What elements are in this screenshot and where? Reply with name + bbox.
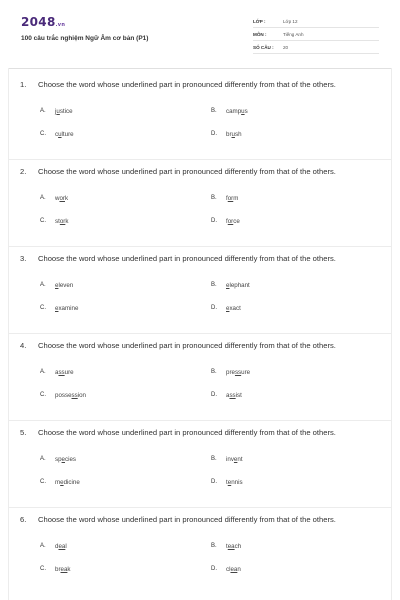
- answer-option-d[interactable]: [211, 131, 242, 138]
- word-part: nt: [237, 455, 243, 463]
- page-header: [0, 0, 400, 68]
- word-part: br: [55, 565, 61, 573]
- word-part: xamine: [58, 304, 79, 312]
- word-part: posse: [55, 391, 72, 399]
- word-part: dicine: [63, 478, 80, 486]
- word-part: stice: [59, 107, 73, 115]
- answer-option-a[interactable]: [40, 369, 74, 376]
- option-letter: C.: [40, 565, 46, 572]
- answer-option-b[interactable]: [211, 369, 250, 376]
- word-part: t: [226, 478, 228, 486]
- option-word: [226, 456, 243, 463]
- option-word: [55, 392, 86, 399]
- option-word: [226, 108, 248, 115]
- answer-option-a[interactable]: [40, 108, 73, 115]
- underlined-part: or: [59, 217, 66, 225]
- answer-option-c[interactable]: [40, 566, 71, 573]
- question-divider: [8, 420, 392, 421]
- question-number: 5.: [20, 428, 27, 437]
- option-letter: D.: [211, 565, 217, 572]
- answer-option-a[interactable]: [40, 282, 73, 289]
- answer-option-d[interactable]: [211, 305, 241, 312]
- word-part: ce: [233, 217, 240, 225]
- word-part: inv: [226, 455, 234, 463]
- option-word: [226, 543, 241, 550]
- option-word: [226, 479, 243, 486]
- answer-option-c[interactable]: [40, 218, 68, 225]
- word-part: l: [65, 542, 67, 550]
- option-word: [55, 305, 78, 312]
- option-word: [226, 305, 241, 312]
- option-letter: D.: [211, 478, 217, 485]
- option-letter: D.: [211, 304, 217, 311]
- answer-options: [20, 265, 380, 315]
- word-part: ist: [235, 391, 242, 399]
- option-letter: B.: [211, 194, 217, 201]
- word-part: a: [226, 391, 230, 399]
- question-prompt: Choose the word whose underlined part in pronounced differently from that of the others.: [38, 254, 336, 263]
- underlined-part: e: [60, 478, 64, 486]
- word-part: m: [55, 478, 61, 486]
- word-part: k: [65, 217, 69, 225]
- meta-row-class: [253, 15, 379, 28]
- word-part: d: [55, 542, 59, 550]
- option-word: [226, 566, 241, 573]
- option-letter: B.: [211, 368, 217, 375]
- word-part: m: [233, 194, 239, 202]
- option-letter: A.: [40, 542, 46, 549]
- word-part: ure: [241, 368, 251, 376]
- word-part: f: [226, 194, 228, 202]
- word-part: lephant: [229, 281, 250, 289]
- meta-row-subject: [253, 28, 379, 41]
- option-word: [55, 195, 68, 202]
- question-prompt: Choose the word whose underlined part in pronounced differently from that of the others.: [38, 515, 336, 524]
- word-part: c: [55, 130, 59, 138]
- question-number: 6.: [20, 515, 27, 524]
- answer-option-a[interactable]: [40, 456, 76, 463]
- question-text: [20, 166, 380, 178]
- word-part: nnis: [231, 478, 243, 486]
- option-word: [55, 456, 76, 463]
- answer-option-c[interactable]: [40, 479, 80, 486]
- word-part: s: [244, 107, 248, 115]
- underlined-part: e: [227, 478, 232, 486]
- answer-option-c[interactable]: [40, 392, 86, 399]
- word-part: st: [55, 217, 60, 225]
- option-word: [55, 108, 73, 115]
- question-text: [20, 79, 380, 91]
- question-divider: [8, 507, 392, 508]
- underlined-part: ss: [71, 391, 78, 399]
- word-part: cies: [65, 455, 77, 463]
- word-part: leven: [58, 281, 74, 289]
- underlined-part: e: [55, 304, 59, 312]
- meta-row-count: [253, 41, 379, 54]
- answer-option-a[interactable]: [40, 543, 67, 550]
- option-word: [55, 479, 80, 486]
- underlined-part: u: [56, 107, 60, 115]
- option-word: [55, 282, 73, 289]
- underlined-part: e: [233, 455, 238, 463]
- option-word: [226, 131, 242, 138]
- answer-option-c[interactable]: [40, 305, 78, 312]
- underlined-part: e: [55, 281, 59, 289]
- page-title: 100 câu trắc nghiệm Ngữ Âm cơ bản (P1): [21, 35, 149, 42]
- option-letter: A.: [40, 368, 46, 375]
- word-part: n: [237, 565, 241, 573]
- word-part: cl: [226, 565, 231, 573]
- question-number: 4.: [20, 341, 27, 350]
- word-part: k: [67, 565, 71, 573]
- question-text: [20, 514, 380, 526]
- option-letter: B.: [211, 542, 217, 549]
- word-part: sh: [234, 130, 242, 138]
- word-part: w: [55, 194, 60, 202]
- answer-option-b[interactable]: [211, 456, 243, 463]
- word-part: f: [226, 217, 228, 225]
- underlined-part: u: [241, 107, 245, 115]
- answer-option-b[interactable]: [211, 195, 238, 202]
- question-text: [20, 340, 380, 352]
- option-letter: A.: [40, 455, 46, 462]
- option-letter: D.: [211, 217, 217, 224]
- word-part: camp: [226, 107, 242, 115]
- question-number: 1.: [20, 80, 27, 89]
- answer-option-d[interactable]: [211, 479, 243, 486]
- answer-options: [20, 439, 380, 489]
- option-word: [226, 218, 240, 225]
- answer-option-b[interactable]: [211, 543, 241, 550]
- underlined-part: ss: [234, 368, 242, 376]
- option-word: [55, 218, 68, 225]
- page-border-left: [8, 68, 9, 600]
- question-number: 2.: [20, 167, 27, 176]
- word-part: ch: [234, 542, 242, 550]
- word-part: pre: [226, 368, 235, 376]
- question-prompt: Choose the word whose underlined part in pronounced differently from that of the others.: [38, 341, 336, 350]
- underlined-part: e: [61, 455, 65, 463]
- word-part: ion: [77, 391, 86, 399]
- option-letter: C.: [40, 130, 46, 137]
- underlined-part: ss: [229, 391, 236, 399]
- question-divider: [8, 159, 392, 160]
- logo-suffix: .vn: [55, 22, 66, 28]
- answer-option-b[interactable]: [211, 108, 248, 115]
- underlined-part: e: [226, 304, 230, 312]
- question-item: [20, 340, 380, 402]
- answer-options: [20, 352, 380, 402]
- underlined-part: e: [226, 281, 230, 289]
- word-part: xact: [229, 304, 241, 312]
- meta-label: MÔN :: [253, 31, 267, 37]
- word-part: k: [64, 194, 69, 202]
- option-word: [55, 566, 71, 573]
- question-number: 3.: [20, 254, 27, 263]
- option-letter: D.: [211, 130, 217, 137]
- answer-option-d[interactable]: [211, 392, 242, 399]
- option-letter: B.: [211, 455, 217, 462]
- option-letter: D.: [211, 391, 217, 398]
- option-word: [226, 369, 250, 376]
- question-prompt: Choose the word whose underlined part in pronounced differently from that of the others.: [38, 428, 336, 437]
- underlined-part: ea: [60, 565, 68, 573]
- option-letter: A.: [40, 281, 46, 288]
- question-divider: [8, 246, 392, 247]
- word-part: sp: [55, 455, 62, 463]
- option-word: [55, 131, 74, 138]
- option-word: [226, 282, 250, 289]
- header-divider: [8, 68, 392, 69]
- question-item: [20, 427, 380, 489]
- question-text: [20, 253, 380, 265]
- option-letter: C.: [40, 478, 46, 485]
- answer-option-c[interactable]: [40, 131, 74, 138]
- site-logo[interactable]: [21, 15, 65, 29]
- meta-label: LỚP :: [253, 18, 266, 24]
- option-letter: C.: [40, 304, 46, 311]
- answer-options: [20, 526, 380, 576]
- question-prompt: Choose the word whose underlined part in pronounced differently from that of the others.: [38, 167, 336, 176]
- underlined-part: or: [59, 194, 65, 202]
- underlined-part: or: [227, 217, 234, 225]
- meta-value: Lớp 12: [283, 18, 298, 24]
- question-item: [20, 166, 380, 228]
- meta-label: SỐ CÂU :: [253, 44, 274, 50]
- underlined-part: ea: [227, 542, 235, 550]
- logo-text: 2048: [21, 15, 56, 29]
- answer-options: [20, 91, 380, 141]
- answer-option-d[interactable]: [211, 566, 241, 573]
- option-word: [55, 543, 67, 550]
- meta-value: 20: [283, 44, 289, 50]
- underlined-part: u: [58, 130, 62, 138]
- page-border-right: [391, 68, 392, 600]
- question-divider: [8, 333, 392, 334]
- word-part: br: [226, 130, 232, 138]
- question-item: [20, 514, 380, 576]
- underlined-part: or: [227, 194, 234, 202]
- option-letter: A.: [40, 194, 46, 201]
- underlined-part: ss: [58, 368, 65, 376]
- question-item: [20, 79, 380, 141]
- option-letter: A.: [40, 107, 46, 114]
- answer-option-b[interactable]: [211, 282, 250, 289]
- option-letter: B.: [211, 281, 217, 288]
- underlined-part: ea: [58, 542, 66, 550]
- word-part: lture: [61, 130, 74, 138]
- word-part: a: [55, 368, 59, 376]
- word-part: t: [226, 542, 228, 550]
- underlined-part: u: [231, 130, 235, 138]
- word-part: ure: [64, 368, 74, 376]
- question-item: [20, 253, 380, 315]
- underlined-part: ea: [230, 565, 238, 573]
- option-word: [55, 369, 74, 376]
- question-text: [20, 427, 380, 439]
- answer-option-d[interactable]: [211, 218, 240, 225]
- option-word: [226, 392, 242, 399]
- option-letter: C.: [40, 217, 46, 224]
- option-letter: B.: [211, 107, 217, 114]
- question-prompt: Choose the word whose underlined part in pronounced differently from that of the others.: [38, 80, 336, 89]
- option-letter: C.: [40, 391, 46, 398]
- option-word: [226, 195, 238, 202]
- word-part: j: [55, 107, 57, 115]
- meta-value: Tiếng Anh: [283, 31, 304, 37]
- answer-option-a[interactable]: [40, 195, 68, 202]
- answer-options: [20, 178, 380, 228]
